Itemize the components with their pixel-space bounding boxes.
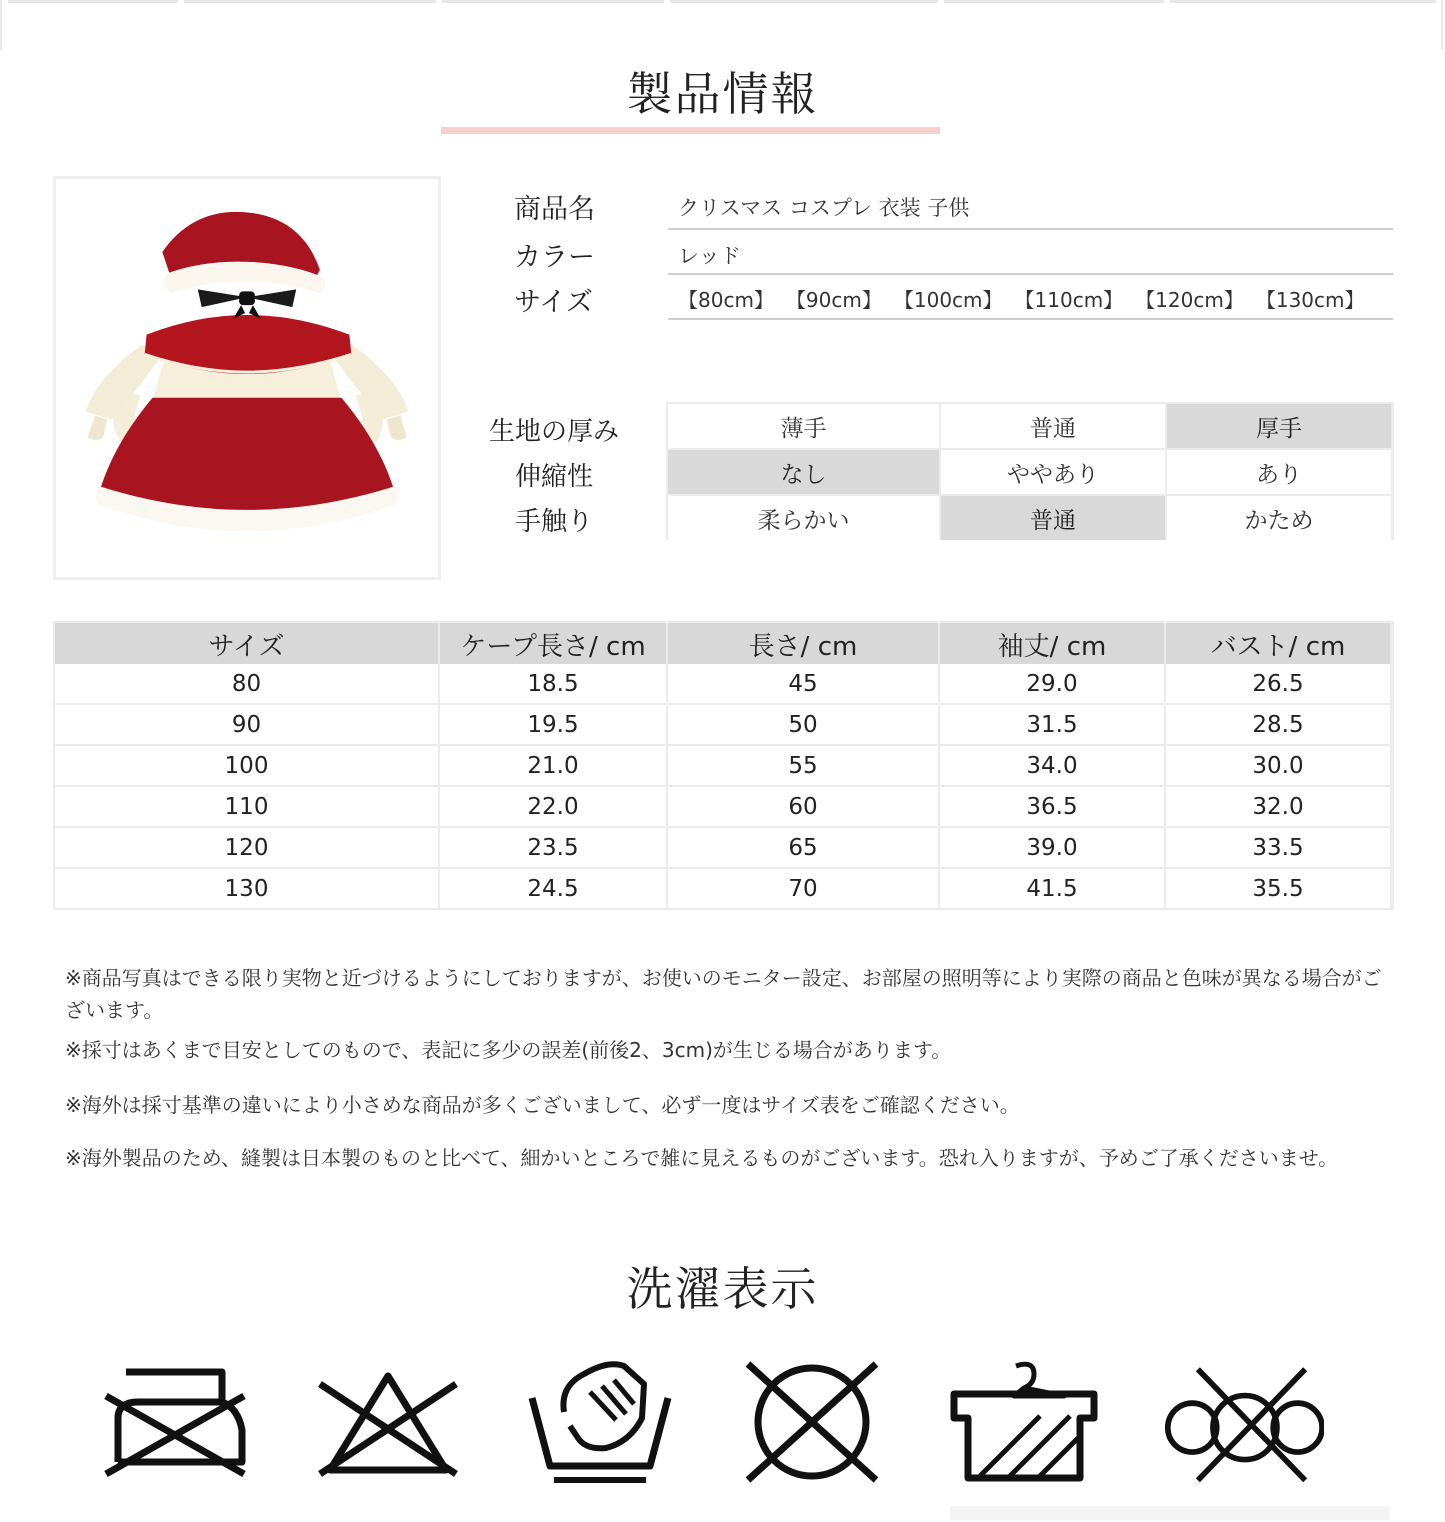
product-info-title: 製品情報 bbox=[626, 67, 819, 121]
color-label: カラー bbox=[514, 242, 595, 273]
table-cell: 41.5 bbox=[940, 869, 1164, 908]
no-bleach-icon bbox=[308, 1356, 468, 1486]
table-header-cell: ケープ長さ/ cm bbox=[440, 623, 666, 665]
attribute-grid bbox=[666, 402, 1394, 540]
color-value: レッド bbox=[678, 244, 741, 268]
table-cell: 90 bbox=[55, 705, 438, 744]
table-cell: 23.5 bbox=[440, 828, 666, 867]
size-options bbox=[678, 284, 1365, 313]
table-cell: 18.5 bbox=[440, 664, 666, 703]
table-cell: 36.5 bbox=[940, 787, 1164, 826]
care-title: 洗濯表示 bbox=[626, 1262, 819, 1316]
table-cell: 21.0 bbox=[440, 746, 666, 785]
table-cell: 29.0 bbox=[940, 664, 1164, 703]
table-cell: 65 bbox=[668, 828, 938, 867]
santa-dress-image bbox=[56, 179, 438, 577]
product-name-label: 商品名 bbox=[514, 194, 595, 225]
table-cell: 120 bbox=[55, 828, 438, 867]
attr-cell: かため bbox=[1167, 496, 1391, 540]
product-photo bbox=[53, 176, 441, 580]
table-cell: 30.0 bbox=[1166, 746, 1390, 785]
top-strip bbox=[0, 0, 1445, 50]
note-overseas-size: ※海外は採寸基準の違いにより小さめな商品が多くございまして、必ず一度はサイズ表をご確認ください。 bbox=[65, 1093, 1020, 1117]
attr-cell: 普通 bbox=[941, 404, 1165, 448]
attr-cell: あり bbox=[1167, 450, 1391, 494]
table-cell: 130 bbox=[55, 869, 438, 908]
table-cell: 31.5 bbox=[940, 705, 1164, 744]
divider bbox=[668, 273, 1393, 275]
divider bbox=[668, 318, 1393, 320]
size-label: サイズ bbox=[514, 287, 593, 318]
table-cell: 26.5 bbox=[1166, 664, 1390, 703]
attr-cell: 厚手 bbox=[1167, 404, 1391, 448]
size-table bbox=[53, 621, 1394, 910]
title-underline bbox=[441, 127, 940, 134]
attr-cell: 柔らかい bbox=[668, 496, 939, 540]
no-tumble-dry-icon bbox=[732, 1356, 892, 1486]
product-name-value: クリスマス コスプレ 衣装 子供 bbox=[678, 196, 970, 220]
table-cell: 60 bbox=[668, 787, 938, 826]
attr-cell: 薄手 bbox=[668, 404, 939, 448]
table-cell: 28.5 bbox=[1166, 705, 1390, 744]
table-cell: 45 bbox=[668, 664, 938, 703]
table-cell: 19.5 bbox=[440, 705, 666, 744]
bottom-bar bbox=[950, 1506, 1390, 1520]
size-option: 【80cm】 bbox=[678, 288, 774, 312]
note-sewing: ※海外製品のため、縫製は日本製のものと比べて、細かいところで雑に見えるものがございます。恐れ入りますが、予めご了承くださいませ。 bbox=[65, 1146, 1339, 1170]
attr-cell: なし bbox=[668, 450, 939, 494]
no-dry-clean-icon bbox=[1164, 1356, 1324, 1486]
size-option: 【110cm】 bbox=[1014, 288, 1124, 312]
table-cell: 32.0 bbox=[1166, 787, 1390, 826]
table-cell: 70 bbox=[668, 869, 938, 908]
table-cell: 100 bbox=[55, 746, 438, 785]
divider bbox=[668, 228, 1393, 230]
table-cell: 34.0 bbox=[940, 746, 1164, 785]
table-header-cell: 袖丈/ cm bbox=[940, 623, 1164, 665]
table-cell: 24.5 bbox=[440, 869, 666, 908]
attr-cell: 普通 bbox=[941, 496, 1165, 540]
size-option: 【100cm】 bbox=[893, 288, 1003, 312]
table-header-cell: 長さ/ cm bbox=[668, 623, 938, 665]
size-option: 【120cm】 bbox=[1135, 288, 1244, 312]
attr-thickness-label: 生地の厚み bbox=[488, 417, 619, 447]
no-iron-icon bbox=[96, 1356, 256, 1486]
table-header-cell: バスト/ cm bbox=[1166, 623, 1390, 665]
table-cell: 35.5 bbox=[1166, 869, 1390, 908]
table-cell: 55 bbox=[668, 746, 938, 785]
hand-wash-icon bbox=[520, 1356, 680, 1486]
table-cell: 22.0 bbox=[440, 787, 666, 826]
attr-cell: ややあり bbox=[941, 450, 1165, 494]
note-color: ※商品写真はできる限り実物と近づけるようにしておりますが、お使いのモニター設定、お部屋の照明等により実際の商品と色味が異なる場合がございます。 bbox=[65, 966, 1382, 1022]
table-cell: 39.0 bbox=[940, 828, 1164, 867]
table-cell: 110 bbox=[55, 787, 438, 826]
table-cell: 80 bbox=[55, 664, 438, 703]
attr-stretch-label: 伸縮性 bbox=[514, 462, 593, 492]
size-option: 【130cm】 bbox=[1255, 288, 1365, 312]
size-option: 【90cm】 bbox=[785, 288, 882, 312]
table-cell: 50 bbox=[668, 705, 938, 744]
care-icons bbox=[0, 1356, 1445, 1486]
note-measurement: ※採寸はあくまで目安としてのもので、表記に多少の誤差(前後2、3cm)が生じる場合があります。 bbox=[65, 1038, 952, 1062]
table-header-cell: サイズ bbox=[55, 623, 438, 665]
hang-dry-shade-icon bbox=[944, 1356, 1104, 1486]
table-cell: 33.5 bbox=[1166, 828, 1390, 867]
attr-texture-label: 手触り bbox=[514, 507, 593, 537]
